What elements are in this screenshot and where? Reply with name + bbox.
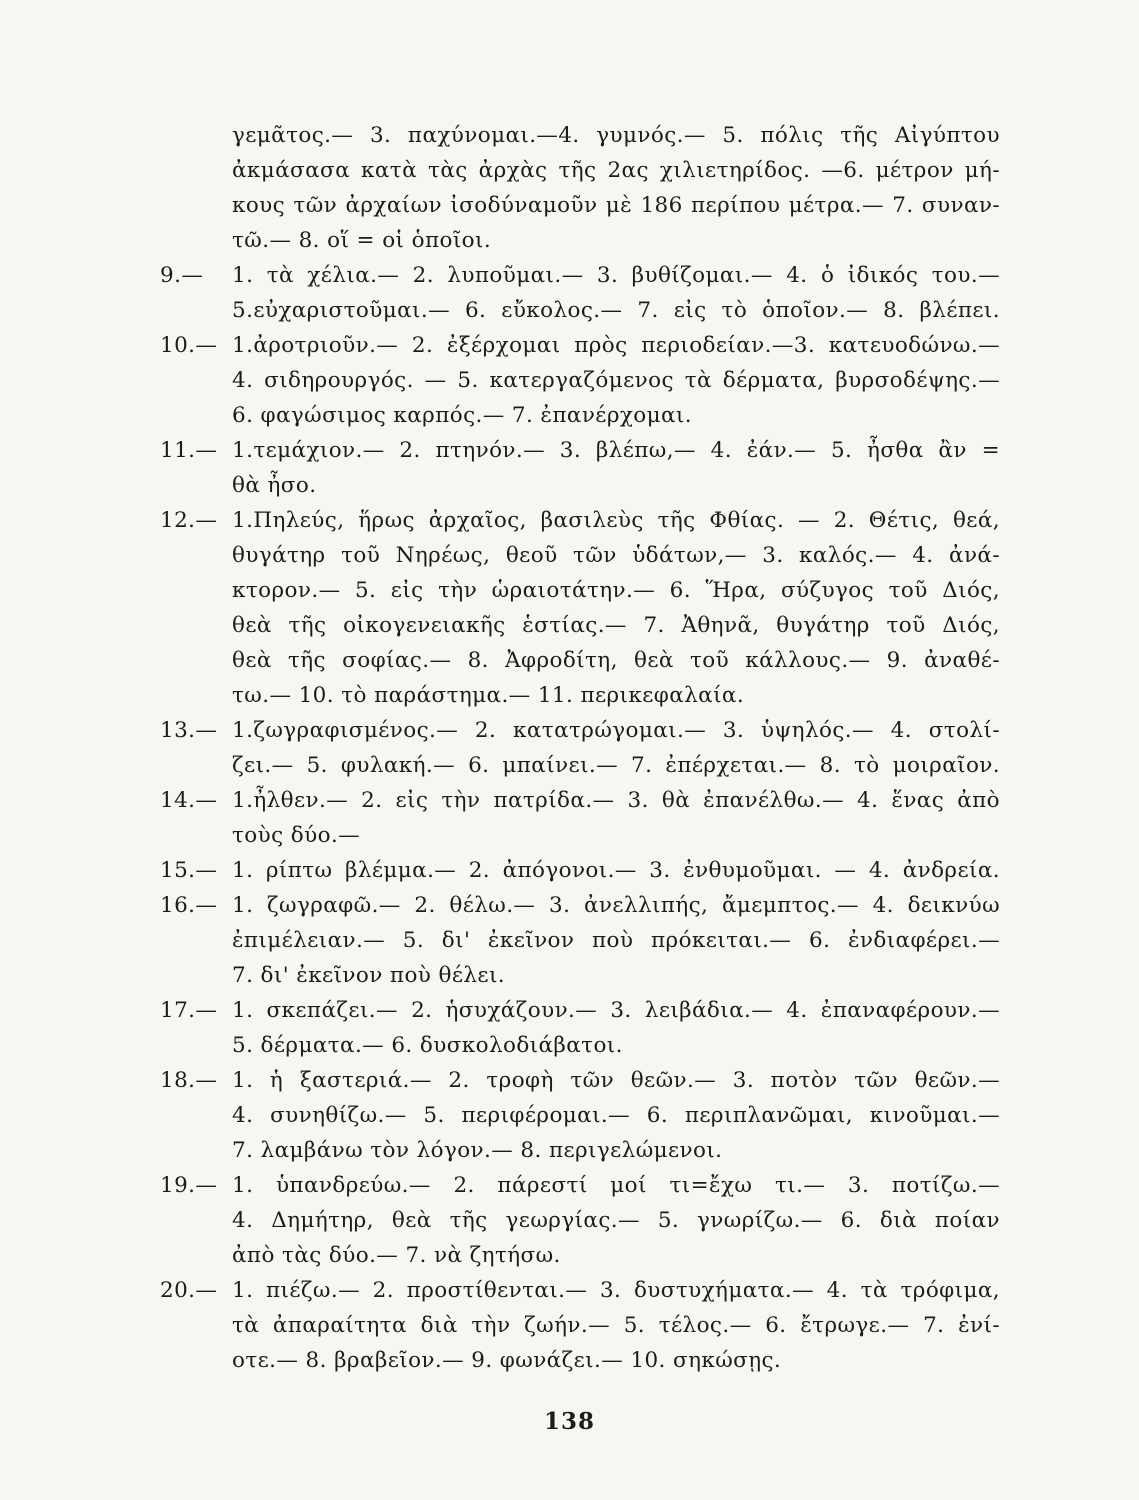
entry-line: 1. σκεπάζει.— 2. ἡσυχάζουν.— 3. λειβάδια.— 4. ἐπαναφέρουν.—: [232, 998, 1000, 1023]
entry-line: θεὰ τῆς σοφίας.— 8. Ἀφροδίτη, θεὰ τοῦ κάλλους.— 9. ἀναθέ-: [232, 648, 1000, 673]
entry-line: οτε.— 8. βραβεῖον.— 9. φωνάζει.— 10. σηκώσῃς.: [232, 1348, 782, 1373]
entry-line: 4. συνηθίζω.— 5. περιφέρομαι.— 6. περιπλανῶμαι, κινοῦμαι.—: [232, 1103, 1000, 1128]
entry-line: 4. σιδηρουργός. — 5. κατεργαζόμενος τὰ δέρματα, βυρσοδέψης.—: [232, 368, 1000, 393]
entry-18: [160, 1063, 1000, 1168]
entry-12: [160, 503, 1000, 713]
entry-line: 1.Πηλεύς, ἥρως ἀρχαῖος, βασιλεὺς τῆς Φθίας. — 2. Θέτις, θεά,: [232, 508, 1000, 533]
entry-line: ἀκμάσασα κατὰ τὰς ἀρχὰς τῆς 2ας χιλιετηρίδος. —6. μέτρον μή-: [232, 158, 1000, 183]
entry-17: [160, 993, 1000, 1063]
entry-line: θυγάτηρ τοῦ Νηρέως, θεοῦ τῶν ὑδάτων,— 3. καλός.— 4. ἀνά-: [232, 543, 1000, 568]
page-number: 138: [543, 1408, 595, 1435]
entry-number: 11.—: [160, 438, 218, 463]
entry-number: 15.—: [160, 858, 218, 883]
entry-line: 1.ἀροτριοῦν.— 2. ἐξέρχομαι πρὸς περιοδείαν.—3. κατευοδώνω.—: [232, 333, 1000, 358]
entry-line: κτορον.— 5. εἰς τὴν ὡραιοτάτην.— 6. Ἥρα, σύζυγος τοῦ Διός,: [232, 578, 1000, 603]
entry-line: 4. Δημήτηρ, θεὰ τῆς γεωργίας.— 5. γνωρίζω.— 6. διὰ ποίαν: [232, 1208, 1000, 1233]
entry-line: 1.ἦλθεν.— 2. εἰς τὴν πατρίδα.— 3. θὰ ἐπανέλθω.— 4. ἕνας ἀπὸ: [232, 788, 1000, 813]
entry-line: θὰ ἦσο.: [232, 473, 317, 498]
entry-line: 1. τὰ χέλια.— 2. λυποῦμαι.— 3. βυθίζομαι.— 4. ὁ ἰδικός του.—: [232, 263, 1000, 288]
entry-16: [160, 888, 1000, 993]
entry-13: [160, 713, 1000, 783]
entry-line: 1. ζωγραφῶ.— 2. θέλω.— 3. ἀνελλιπής, ἄμεμπτος.— 4. δεικνύω: [232, 893, 1000, 918]
entry-continuation: [160, 118, 1000, 258]
entry-number: 14.—: [160, 788, 218, 813]
entry-line: 6. φαγώσιμος καρπός.— 7. ἐπανέρχομαι.: [232, 403, 692, 428]
entry-line: ἐπιμέλειαν.— 5. δι' ἐκεῖνον ποὺ πρόκειται.— 6. ἐνδιαφέρει.—: [232, 928, 1000, 953]
entry-line: 1.ζωγραφισμένος.— 2. κατατρώγομαι.— 3. ὑψηλός.— 4. στολί-: [232, 718, 1000, 743]
entry-10: [160, 328, 1000, 433]
entry-14: [160, 783, 1000, 853]
entry-line: τοὺς δύο.—: [232, 823, 361, 848]
entry-number: 17.—: [160, 998, 218, 1023]
entry-line: γεμᾶτος.— 3. παχύνομαι.—4. γυμνός.— 5. πόλις τῆς Αἰγύπτου: [232, 123, 1000, 148]
entry-15: [160, 853, 1000, 888]
entry-number: 16.—: [160, 893, 218, 918]
entry-line: 5.εὐχαριστοῦμαι.— 6. εὔκολος.— 7. εἰς τὸ ὁποῖον.— 8. βλέπει.: [232, 298, 1000, 323]
entry-20: [160, 1273, 1000, 1378]
entry-line: ζει.— 5. φυλακή.— 6. μπαίνει.— 7. ἐπέρχεται.— 8. τὸ μοιραῖον.: [232, 753, 1000, 778]
entry-line: κους τῶν ἀρχαίων ἰσοδύναμοῦν μὲ 186 περίπου μέτρα.— 7. συναν-: [232, 193, 1000, 218]
entry-line: τῶ.— 8. οἵ = οἱ ὁποῖοι.: [232, 228, 492, 253]
entry-number: 20.—: [160, 1278, 218, 1303]
entry-line: ἀπὸ τὰς δύο.— 7. νὰ ζητήσω.: [232, 1243, 561, 1268]
entry-number: 19.—: [160, 1173, 218, 1198]
entry-line: 7. λαμβάνω τὸν λόγον.— 8. περιγελώμενοι.: [232, 1138, 723, 1163]
entry-line: 1. πιέζω.— 2. προστίθενται.— 3. δυστυχήματα.— 4. τὰ τρόφιμα,: [232, 1278, 1000, 1303]
entry-line: 1.τεμάχιον.— 2. πτηνόν.— 3. βλέπω,— 4. ἐάν.— 5. ἦσθα ἂν =: [232, 438, 1000, 463]
entry-line: τω.— 10. τὸ παράστημα.— 11. περικεφαλαία.: [232, 683, 745, 708]
entry-number: 13.—: [160, 718, 218, 743]
entry-number: 9.—: [160, 263, 204, 288]
entry-number: 18.—: [160, 1068, 218, 1093]
entry-line: 7. δι' ἐκεῖνον ποὺ θέλει.: [232, 963, 506, 988]
answer-list: [160, 118, 1000, 1378]
entry-line: 5. δέρματα.— 6. δυσκολοδιάβατοι.: [232, 1033, 623, 1058]
entry-line: θεὰ τῆς οἰκογενειακῆς ἑστίας.— 7. Ἀθηνᾶ, θυγάτηρ τοῦ Διός,: [232, 613, 1000, 638]
entry-line: τὰ ἀπαραίτητα διὰ τὴν ζωήν.— 5. τέλος.— 6. ἔτρωγε.— 7. ἐνί-: [232, 1313, 1000, 1338]
entry-line: 1. ὑπανδρεύω.— 2. πάρεστί μοί τι=ἔχω τι.— 3. ποτίζω.—: [232, 1173, 1000, 1198]
entry-line: 1. ρίπτω βλέμμα.— 2. ἀπόγονοι.— 3. ἐνθυμοῦμαι. — 4. ἀνδρεία.: [232, 858, 1000, 883]
entry-11: [160, 433, 1000, 503]
entry-number: 12.—: [160, 508, 218, 533]
entry-number: 10.—: [160, 333, 218, 358]
entry-9: [160, 258, 1000, 328]
entry-19: [160, 1168, 1000, 1273]
entry-line: 1. ἡ ξαστεριά.— 2. τροφὴ τῶν θεῶν.— 3. ποτὸν τῶν θεῶν.—: [232, 1068, 1000, 1093]
